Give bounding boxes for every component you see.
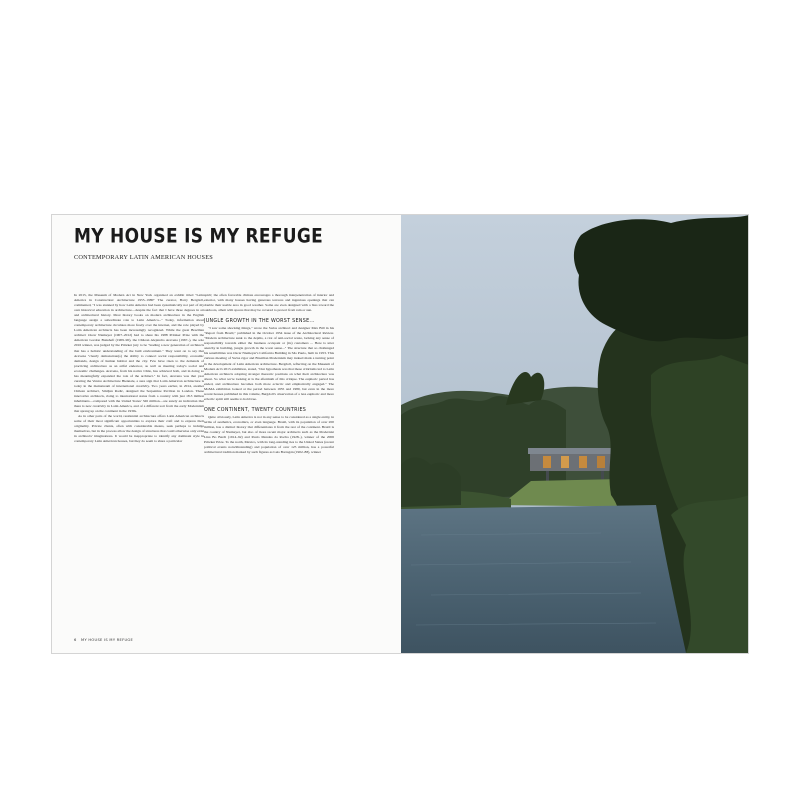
lake-water bbox=[401, 505, 686, 653]
text-column-1 bbox=[74, 293, 204, 623]
page-number: 6 bbox=[74, 638, 77, 642]
house-roof bbox=[528, 448, 620, 454]
text-column-2 bbox=[204, 293, 334, 623]
section-heading: JUNGLE GROWTH IN THE WORST SENSE... bbox=[204, 319, 315, 325]
body-paragraph: As in other parts of the world, residential architecture offers Latin American architects some of their most significant opportunities to explore their craft and to express their originality. Private clients, often with considerable means, seek perhaps to indulge themselves, but in the process allow the design of structures that could otherwise only exist in architects' imaginations. It would be inappropriate to identify any dominant style in contemporary Latin American houses, but they do seem to share a particular bbox=[74, 414, 204, 444]
page-title: MY HOUSE IS MY REFUGE bbox=[74, 225, 324, 248]
text-page bbox=[52, 215, 401, 653]
body-paragraph: "I saw some shocking things," wrote the Swiss architect and designer Max Bill in his "Report from Brazil," published in the October 1954 issue of the Architectural Review. "Modern architecture sunk to the depths, a riot of anti-social waste, lacking any sense of responsibility towards either the business occupant or (its) customers ... Here is utter anarchy in building, jungle growth in the worst sense..." The structure that so challenged his sensibilities was Oscar Niemeyer's California Building in São Paulo, built in 1953. This curious meeting of Swiss rigor and Brazilian Modernism may indeed mark a turning point in the development of Latin American architecture. Bergdoll, reflecting on the Museum of Modern Art's 2015 exhibition, stated, "Our hypothesis was that these criticisms led to Latin American architects adopting stronger theoretic positions on what their architecture was about. So what we're looking at is the aftermath of this critique. The euphoric period has ended, and architecture becomes both more eclectic and emphatically engaged." The MoMA exhibition looked at the period between 1955 and 1980, but even in the more recent houses published in this volume, Bergdoll's observation of a less euphoric and more eclectic spirit still seems to hold true. bbox=[204, 326, 334, 401]
running-title: MY HOUSE IS MY REFUGE bbox=[81, 638, 134, 642]
page-subtitle: CONTEMPORARY LATIN AMERICAN HOUSES bbox=[74, 254, 213, 261]
body-paragraph: In 2015, the Museum of Modern Art in New York organized an exhibit titled "Latin America in Construction: Architecture 1955–1980" The curator, Barry Bergdoll, commented, "I was stunned by how Latin America had been systematically not part of my own historical education in architecture—despite the fact that I have three degrees in art and architectural history. Most history books on modern architecture in the English language assign a subordinate role to Latin America..." Today, information about contemporary architecture circulates more freely over the internet, and the role played by Latin American architects has been increasingly recognized. While the great Brazilian architect Oscar Niemeyer (1907–2012) had to share his 1988 Pritzker Prize with the American Gordon Bunshaft (1909–90), the Chilean Alejandro Aravena (1967–), the sole 2016 winner, was judged by the Pritzker jury to be "leading a new generation of architects that has a holistic understanding of the built environment." They went on to say that Aravena "clearly demonstrate(s) the ability to connect social responsibility, economic demands, design of human habitat and the city. Few have risen to the demands of practicing architecture as an artful endeavor, as well as meeting today's social and economic challenges. Aravena, from his native Chile, has achieved both, and in doing so has meaningfully expanded the role of the architect." In fact, Aravena was that year curating the Venice Architecture Biennale, a sure sign that Latin American architecture is today in the mainstream of international creativity. Two years earlier, in 2014, another Chilean architect, Smiljan Radic, designed the Serpentine Pavilion in London. These innovative architects, rising to international status from a country with just 18.3 million inhabitants—compared with the United States' 326 million—are surely an indication that there is new creativity in Latin America, and of a different sort from the early Modernism that sprang up on the continent in the 1930s. bbox=[74, 293, 204, 414]
body-paragraph: spirit; the often favorable climate encourages a thorough interpenetration of interior and exterior, with many houses having generous terraces and ingenious openings that can double their usable area in good weather. Some are even designed with a bias toward the outdoors, albeit with spaces that may be covered to protect from rain or sun. bbox=[204, 293, 334, 313]
page-footer bbox=[74, 638, 133, 642]
photo-illustration bbox=[401, 215, 749, 653]
lakeside-house-photograph bbox=[401, 215, 749, 653]
section-heading: ONE CONTINENT, TWENTY COUNTRIES bbox=[204, 407, 307, 413]
book-spread bbox=[51, 214, 749, 654]
body-paragraph: Quite obviously, Latin America is not in any sense to be considered as a single entity, in terms of aesthetics, economics, or even language. Brazil, with its population of over 200 million, has a distinct history that differentiates it from the rest of the continent. Brazil is the country of Niemeyer, but also of more recent major architects such as the Modernist Lina Bo Bardi (1914–92) and Paulo Mendes da Rocha (1928–), winner of the 2006 Pritzker Prize. To the north, Mexico, with its long-standing ties to the United States (recent political events notwithstanding) and population of over 125 million, has a powerful architectural tradition marked by such figures as Luis Barragán (1902–88), winner bbox=[204, 414, 334, 455]
